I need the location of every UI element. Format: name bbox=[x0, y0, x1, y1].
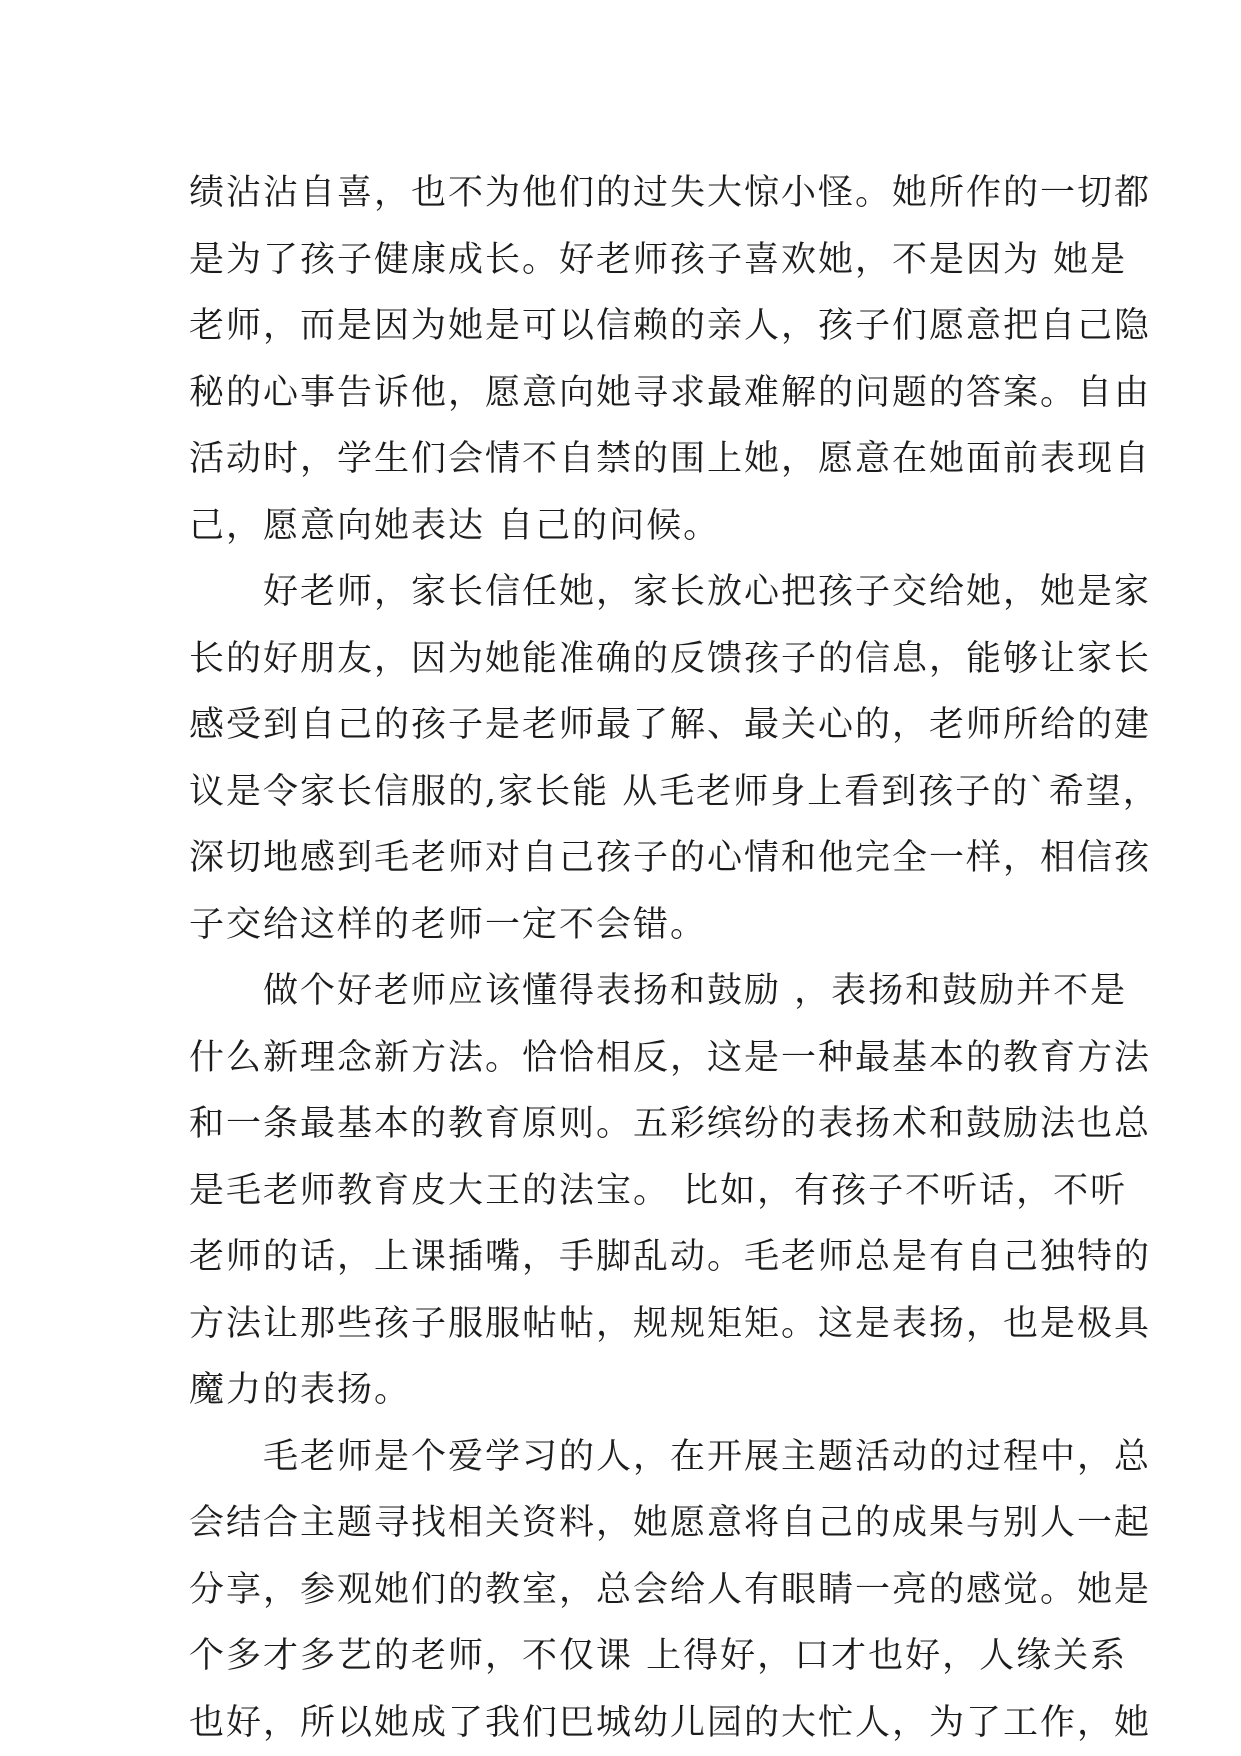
text-line: 己，愿意向她表达 自己的问候。 bbox=[189, 493, 1051, 560]
text-line: 魔力的表扬。 bbox=[189, 1357, 1051, 1424]
paragraph bbox=[189, 958, 1051, 1424]
text-line: 会结合主题寻找相关资料，她愿意将自己的成果与别人一起 bbox=[189, 1490, 1051, 1557]
text-line: 分享，参观她们的教室，总会给人有眼睛一亮的感觉。她是 bbox=[189, 1557, 1051, 1624]
text-line: 长的好朋友，因为她能准确的反馈孩子的信息，能够让家长 bbox=[189, 626, 1051, 693]
text-line: 老师的话，上课插嘴，手脚乱动。毛老师总是有自己独特的 bbox=[189, 1224, 1051, 1291]
document-body bbox=[189, 160, 1051, 1756]
text-line: 子交给这样的老师一定不会错。 bbox=[189, 892, 1051, 959]
text-line: 是毛老师教育皮大王的法宝。 比如，有孩子不听话，不听 bbox=[189, 1158, 1051, 1225]
text-line: 活动时，学生们会情不自禁的围上她，愿意在她面前表现自 bbox=[189, 426, 1051, 493]
text-line: 个多才多艺的老师，不仅课 上得好，口才也好，人缘关系 bbox=[189, 1623, 1051, 1690]
text-line: 也好，所以她成了我们巴城幼儿园的大忙人，为了工作，她 bbox=[189, 1690, 1051, 1756]
paragraph bbox=[189, 160, 1051, 559]
text-line: 是为了孩子健康成长。好老师孩子喜欢她，不是因为 她是 bbox=[189, 227, 1051, 294]
text-line: 和一条最基本的教育原则。五彩缤纷的表扬术和鼓励法也总 bbox=[189, 1091, 1051, 1158]
text-line: 老师，而是因为她是可以信赖的亲人，孩子们愿意把自己隐 bbox=[189, 293, 1051, 360]
text-line: 议是令家长信服的,家长能 从毛老师身上看到孩子的`希望， bbox=[189, 759, 1051, 826]
text-line: 绩沾沾自喜，也不为他们的过失大惊小怪。她所作的一切都 bbox=[189, 160, 1051, 227]
text-line: 做个好老师应该懂得表扬和鼓励 ，表扬和鼓励并不是 bbox=[189, 958, 1051, 1025]
text-line: 毛老师是个爱学习的人，在开展主题活动的过程中，总 bbox=[189, 1424, 1051, 1491]
text-line: 感受到自己的孩子是老师最了解、最关心的，老师所给的建 bbox=[189, 692, 1051, 759]
text-line: 秘的心事告诉他，愿意向她寻求最难解的问题的答案。自由 bbox=[189, 360, 1051, 427]
text-line: 深切地感到毛老师对自己孩子的心情和他完全一样，相信孩 bbox=[189, 825, 1051, 892]
paragraph bbox=[189, 1424, 1051, 1756]
paragraph bbox=[189, 559, 1051, 958]
text-line: 好老师，家长信任她，家长放心把孩子交给她，她是家 bbox=[189, 559, 1051, 626]
text-line: 方法让那些孩子服服帖帖，规规矩矩。这是表扬，也是极具 bbox=[189, 1291, 1051, 1358]
text-line: 什么新理念新方法。恰恰相反，这是一种最基本的教育方法 bbox=[189, 1025, 1051, 1092]
